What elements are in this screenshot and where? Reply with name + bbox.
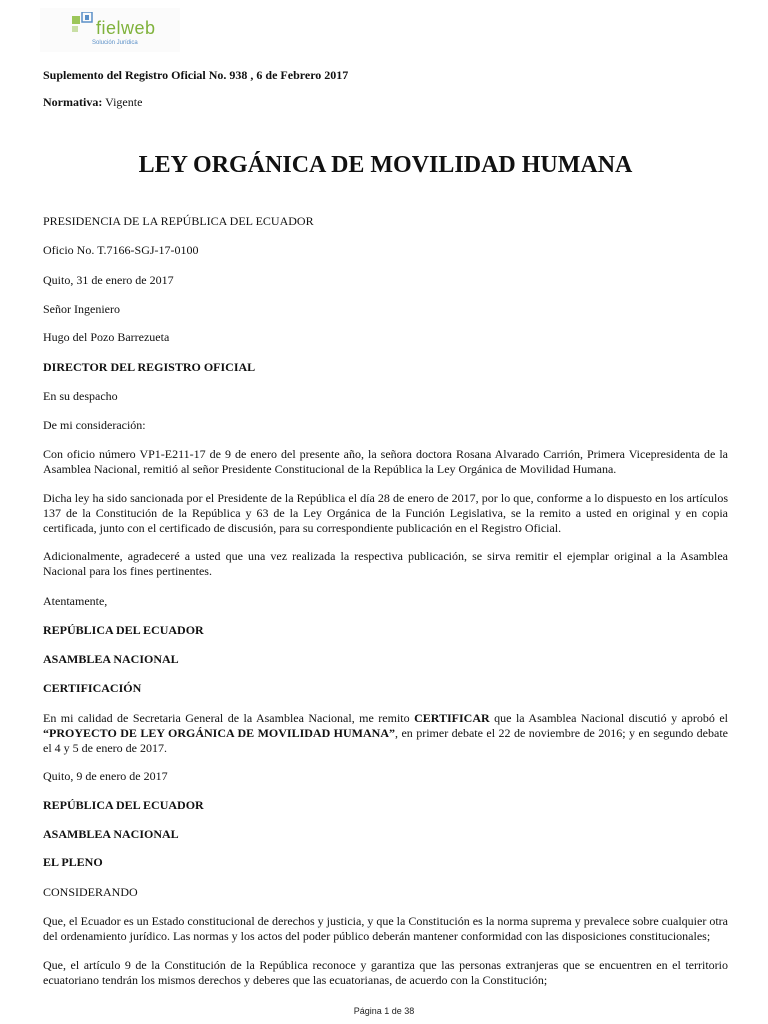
despacho-line: En su despacho xyxy=(43,389,118,403)
addressee-name: Hugo del Pozo Barrezueta xyxy=(43,330,170,344)
paragraph-1: Con oficio número VP1-E211-17 de 9 de enero del presente año, la señora doctora Rosana Alvarado Carrión, Primera Vicepresidenta de la Asamblea Nacional, remitió al señor Presidente Constitucional de la República la Ley Orgánica de Movilidad Humana. xyxy=(43,447,728,476)
presidencia-line: PRESIDENCIA DE LA REPÚBLICA DEL ECUADOR xyxy=(43,214,314,228)
normativa-value: Vigente xyxy=(105,95,143,109)
closing-line: Atentamente, xyxy=(43,594,108,608)
fielweb-logo xyxy=(40,8,180,52)
logo-tagline: Solución Jurídica xyxy=(92,40,138,46)
registry-supplement: Suplemento del Registro Oficial No. 938 , 6 de Febrero 2017 xyxy=(43,68,349,82)
paragraph-4: Que, el Ecuador es un Estado constitucional de derechos y justicia, y que la Constitución es la norma suprema y prevalece sobre cualquier otra del ordenamiento jurídico. Las normas y los actos del poder público deberán mantener conformidad con las disposiciones constitucionales; xyxy=(43,914,728,943)
cert-text-b: CERTIFICAR xyxy=(414,711,490,725)
greeting-line: De mi consideración: xyxy=(43,418,146,432)
date-line: Quito, 31 de enero de 2017 xyxy=(43,273,174,287)
page-title: LEY ORGÁNICA DE MOVILIDAD HUMANA xyxy=(138,152,633,178)
cert-text-e: , en primer debate el 22 de noviembre de 2016; y en segundo debate xyxy=(395,726,728,740)
logo-mark-icon xyxy=(70,12,96,36)
paragraph-5: Que, el artículo 9 de la Constitución de la República reconoce y garantiza que las personas extranjeras que se encuentren en el territorio ecuatoriano tendrán los mismos derechos y deberes que las ecuatorianas, de acuerdo con la Constitución; xyxy=(43,958,728,987)
addressee-title: Señor Ingeniero xyxy=(43,302,120,316)
certificacion-heading: CERTIFICACIÓN xyxy=(43,681,142,695)
date-line-2: Quito, 9 de enero de 2017 xyxy=(43,769,168,783)
certification-paragraph xyxy=(43,711,728,756)
paragraph-3: Adicionalmente, agradeceré a usted que una vez realizada la respectiva publicación, se sirva remitir el ejemplar original a la Asamblea Nacional para los fines pertinentes. xyxy=(43,549,728,578)
asamblea-heading-1: ASAMBLEA NACIONAL xyxy=(43,652,179,666)
addressee-position: DIRECTOR DEL REGISTRO OFICIAL xyxy=(43,360,256,374)
cert-text-f: el 4 y 5 de enero de 2017. xyxy=(43,741,167,755)
asamblea-heading-2: ASAMBLEA NACIONAL xyxy=(43,827,179,841)
paragraph-2: Dicha ley ha sido sancionada por el Presidente de la República el día 28 de enero de 2017, por lo que, conforme a lo dispuesto en los artículos 137 de la Constitución de la República y 63 de la Ley Orgánica de la Función Legislativa, se la remito a usted en original y en copia certificada, junto con el certificado de discusión, para su correspondiente publicación en el Registro Oficial. xyxy=(43,491,728,535)
cert-text-c: que la Asamblea Nacional discutió y aprobó el xyxy=(494,711,729,725)
republica-heading-2: REPÚBLICA DEL ECUADOR xyxy=(43,798,204,812)
republica-heading-1: REPÚBLICA DEL ECUADOR xyxy=(43,623,204,637)
pleno-heading: EL PLENO xyxy=(43,855,103,869)
cert-text-a: En mi calidad de Secretaria General de la Asamblea Nacional, me remito xyxy=(43,711,410,725)
oficio-line: Oficio No. T.7166-SGJ-17-0100 xyxy=(43,243,199,257)
considerando-heading: CONSIDERANDO xyxy=(43,885,138,899)
normativa-line xyxy=(43,95,142,110)
page-number: Página 1 de 38 xyxy=(353,1006,415,1016)
cert-law-name: “PROYECTO DE LEY ORGÁNICA DE MOVILIDAD HUMANA” xyxy=(43,726,396,740)
normativa-label: Normativa: xyxy=(43,95,103,109)
logo-text: fielweb xyxy=(96,18,156,38)
